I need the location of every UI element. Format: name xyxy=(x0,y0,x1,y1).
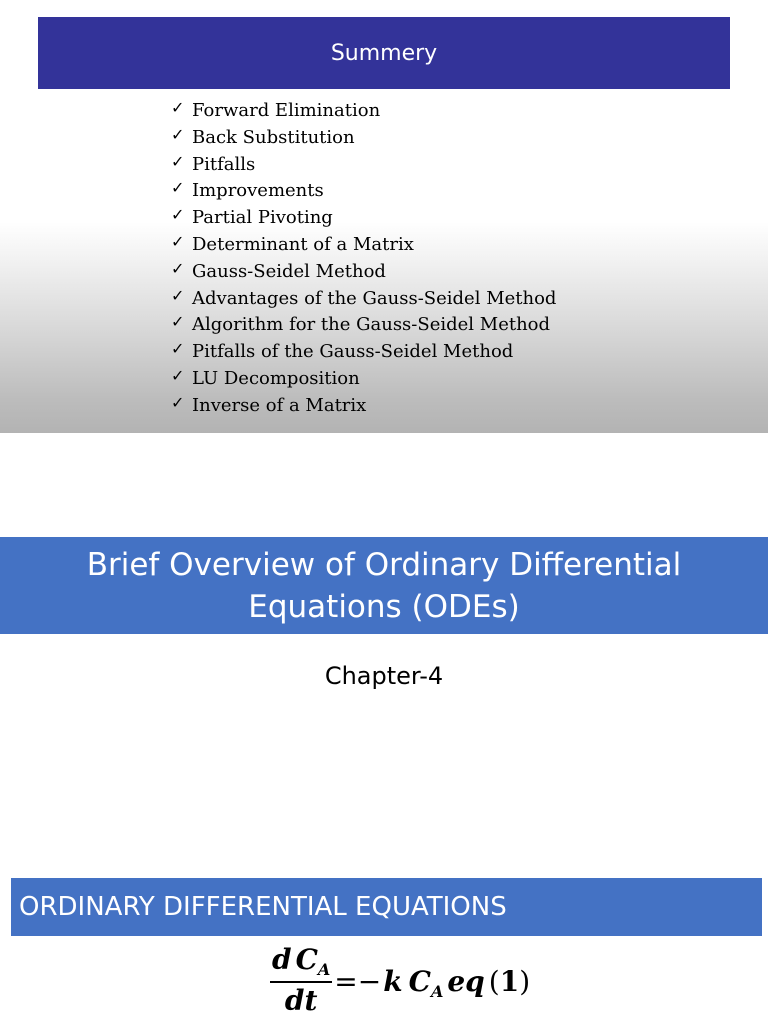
ode-equation xyxy=(270,943,531,1017)
derivative-fraction xyxy=(270,945,332,1017)
summary-item-label: Advantages of the Gauss-Seidel Method xyxy=(192,287,557,309)
checkmark-icon: ✓ xyxy=(171,205,185,225)
summary-item-label: Back Substitution xyxy=(192,126,355,148)
checkmark-icon: ✓ xyxy=(171,365,185,385)
overview-title-bar xyxy=(0,537,768,634)
summary-item-label: LU Decomposition xyxy=(192,367,360,389)
overview-title: Brief Overview of Ordinary Differential Equations (ODEs) xyxy=(86,546,682,625)
summary-list-item xyxy=(171,286,556,313)
summary-list-item xyxy=(171,125,556,152)
checkmark-icon: ✓ xyxy=(171,124,185,144)
summary-list-item xyxy=(171,205,556,232)
summary-list-item xyxy=(171,339,556,366)
fraction-numerator xyxy=(270,945,332,981)
equation-label-close: ) xyxy=(519,964,531,998)
summary-item-label: Forward Elimination xyxy=(192,100,381,121)
summary-list-item xyxy=(171,393,556,420)
checkmark-icon: ✓ xyxy=(171,392,185,412)
ode-header-bar xyxy=(11,878,762,936)
summary-slide xyxy=(0,0,768,433)
ode-header-title: ORDINARY DIFFERENTIAL EQUATIONS xyxy=(19,892,507,922)
summary-item-label: Pitfalls of the Gauss-Seidel Method xyxy=(192,341,514,363)
checkmark-icon: ✓ xyxy=(171,98,185,117)
rhs-c: C xyxy=(408,964,431,998)
chapter-label: Chapter-4 xyxy=(324,662,444,690)
summary-title: Summery xyxy=(330,40,438,66)
checkmark-icon: ✓ xyxy=(171,339,185,359)
checkmark-icon: ✓ xyxy=(171,178,185,198)
fraction-denominator: dt xyxy=(284,984,318,1017)
summary-list-item xyxy=(171,312,556,339)
numerator-d: d xyxy=(272,943,292,976)
summary-item-label: Improvements xyxy=(192,180,324,202)
summary-item-label: Gauss-Seidel Method xyxy=(192,260,386,282)
summary-list xyxy=(171,98,556,420)
summary-list-item xyxy=(171,98,556,125)
summary-item-label: Algorithm for the Gauss-Seidel Method xyxy=(192,314,551,336)
equation-number: 1 xyxy=(499,964,520,998)
summary-list-item xyxy=(171,366,556,393)
summary-item-label: Inverse of a Matrix xyxy=(192,394,367,416)
minus-sign: − xyxy=(357,964,382,998)
summary-list-item xyxy=(171,152,556,179)
summary-item-label: Partial Pivoting xyxy=(192,207,333,229)
summary-item-label: Determinant of a Matrix xyxy=(192,233,414,255)
summary-list-item xyxy=(171,232,556,259)
numerator-c: C xyxy=(295,943,318,976)
rate-constant: k xyxy=(383,964,403,998)
equation-rhs xyxy=(334,964,531,1001)
checkmark-icon: ✓ xyxy=(171,285,185,305)
checkmark-icon: ✓ xyxy=(171,231,185,251)
equation-label-open: ( xyxy=(488,964,500,998)
equals-sign: = xyxy=(334,964,358,998)
summary-item-label: Pitfalls xyxy=(192,153,256,175)
checkmark-icon: ✓ xyxy=(171,258,185,278)
summary-title-bar xyxy=(38,17,730,89)
summary-list-item xyxy=(171,259,556,286)
checkmark-icon: ✓ xyxy=(171,151,185,171)
equation-label-eq: eq xyxy=(447,964,485,998)
checkmark-icon: ✓ xyxy=(171,312,185,332)
rhs-subscript: A xyxy=(430,981,444,1001)
summary-list-item xyxy=(171,178,556,205)
numerator-subscript: A xyxy=(317,960,331,979)
